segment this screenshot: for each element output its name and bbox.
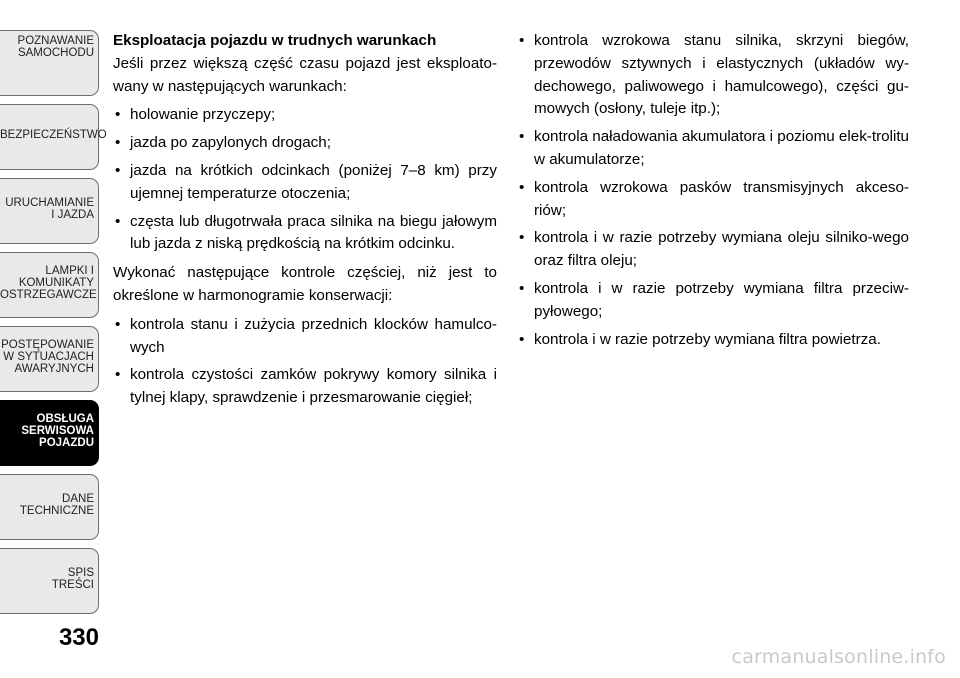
tab-lampki-i-komunikaty[interactable] (0, 252, 99, 318)
list-item: • kontrola i w razie potrzeby wymiana oleju silniko-wego oraz filtra oleju; (517, 227, 909, 273)
tab-obsluga-serwisowa-pojazdu[interactable] (0, 400, 99, 466)
tab-label-line: KOMUNIKATY (18, 277, 94, 289)
tab-label-line: OBSŁUGA (36, 413, 94, 425)
tab-label-line: LAMPKI I (45, 265, 94, 277)
tab-label-line: I JAZDA (51, 209, 94, 221)
tab-spis-tresci[interactable] (0, 548, 99, 614)
intro-paragraph: Jeśli przez większą część czasu pojazd jest eksploato-wany w następujących warunkach: (113, 54, 497, 95)
tab-label-line: TECHNICZNE (19, 505, 94, 517)
tab-label-line: OSTRZEGAWCZE (0, 289, 97, 301)
checks-list-left (113, 314, 497, 410)
tab-dane-techniczne[interactable] (0, 474, 99, 540)
tab-label-line: SAMOCHODU (17, 47, 94, 59)
list-item: • kontrola naładowania akumulatora i poziomu elek-trolitu w akumulatorze; (517, 126, 909, 172)
tab-label-line: POJAZDU (39, 437, 94, 449)
tab-label-line: DANE (62, 493, 94, 505)
conditions-list (113, 104, 497, 256)
checks-intro-paragraph: Wykonać następujące kontrole częściej, niż jest to określone w harmonogramie konserwacji: (113, 264, 497, 304)
tab-label-line: AWARYJNYCH (14, 363, 94, 375)
checks-list-right (517, 30, 909, 351)
tab-label-line: W SYTUACJACH (3, 351, 94, 363)
tab-uruchamianie-i-jazda[interactable] (0, 178, 99, 244)
list-item: • kontrola stanu i zużycia przednich klocków hamulco-wych (113, 314, 497, 360)
list-item: • jazda po zapylonych drogach; (113, 132, 497, 155)
list-item: • częsta lub długotrwała praca silnika na biegu jałowym lub jazda z niską prędkością na krótkim odcinku. (113, 211, 497, 257)
section-heading: Eksploatacja pojazdu w trudnych warunkach (113, 32, 437, 49)
left-column (113, 30, 497, 416)
tab-label-line: SPIS (67, 567, 94, 579)
tab-label-line: POZNAWANIE (17, 35, 94, 47)
list-item: • kontrola i w razie potrzeby wymiana filtra powietrza. (517, 329, 909, 352)
list-item: • jazda na krótkich odcinkach (poniżej 7–8 km) przy ujemnej temperaturze otoczenia; (113, 160, 497, 206)
tab-label-line: TREŚCI (51, 579, 94, 591)
list-item: • kontrola wzrokowa stanu silnika, skrzyni biegów, przewodów sztywnych i elastycznych (układów wy-dechowego, paliwowego i hamulcowego), części gu-mowych (osłony, tuleje itp.); (517, 30, 909, 121)
tab-poznawanie-samochodu[interactable] (0, 30, 99, 96)
tab-label-line: POSTĘPOWANIE (1, 339, 94, 351)
tab-bezpieczenstwo[interactable] (0, 104, 107, 170)
list-item: • kontrola czystości zamków pokrywy komory silnika i tylnej klapy, sprawdzenie i przesmarowanie cięgieł; (113, 364, 497, 410)
list-item: • kontrola wzrokowa pasków transmisyjnych akceso-riów; (517, 177, 909, 223)
right-column (517, 30, 909, 357)
tab-label-line: SERWISOWA (21, 425, 94, 437)
watermark-text: carmanualsonline.info (731, 646, 946, 668)
list-item: • kontrola i w razie potrzeby wymiana filtra przeciw-pyłowego; (517, 278, 909, 324)
list-item: • holowanie przyczepy; (113, 104, 497, 127)
page-number: 330 (58, 624, 99, 651)
tab-postepowanie-w-sytuacjach-awaryjnych[interactable] (0, 326, 99, 392)
tab-label-line: BEZPIECZEŃSTWO (0, 129, 107, 141)
tab-label-line: URUCHAMIANIE (5, 197, 94, 209)
